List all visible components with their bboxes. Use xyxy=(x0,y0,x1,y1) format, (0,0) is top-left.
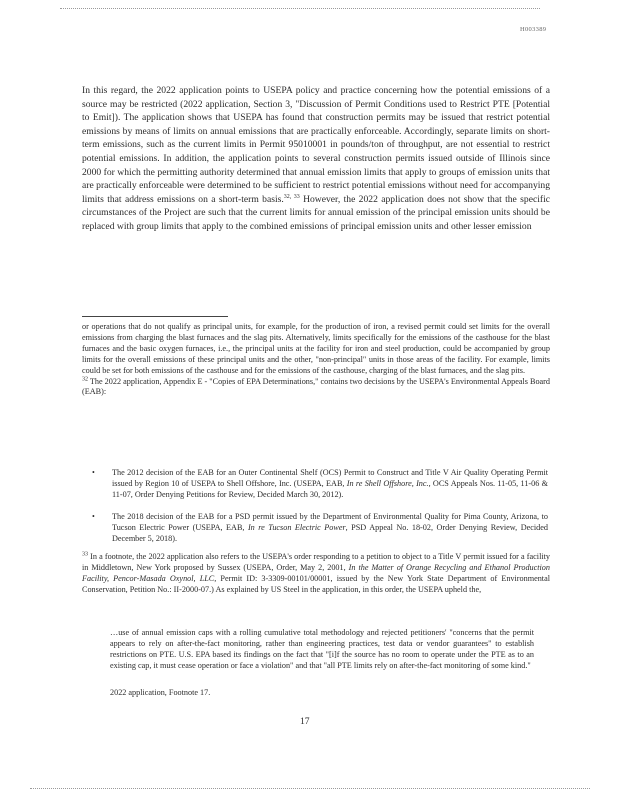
block-quote: …use of annual emission caps with a rolling cumulative total methodology and rejected petitioners' "concerns that the permit appears to rely on after-the-fact monitoring, rather than engineering practices, test data or vendor guarantees" to establish restrictions on PTE. U.S. EPA based its findings on the fact that "[i]f the source has no room to operate under the PTE as to an existing cap, it must cease operation or face a violation" and that "all PTE limits rely on after-the-fact monitoring of some kind." xyxy=(110,628,534,670)
bullet-2-text: The 2018 decision of the EAB for a PSD permit issued by the Department of Environmental Quality for Pima County, Arizona, to Tucson Electric Power (USEPA, EAB, xyxy=(112,512,548,532)
main-paragraph xyxy=(82,84,550,234)
bullet-2-text-end: , PSD Appeal No. 18-02, Order Denying Review, Decided December 5, 2018). xyxy=(112,522,548,543)
bullet-2-dot: • xyxy=(92,512,95,521)
footnote-33-text: In a footnote, the 2022 application also refers to the USEPA's order responding to a petition to object to a Title V permit issued for a facility in Middletown, New York proposed by Sussex (USEPA, Order, May 2, 2001, xyxy=(82,552,550,572)
footnote-continuation-text: or operations that do not qualify as principal units, for example, for the production of iron, a revised permit could set limits for the overall emissions from charging the blast furnaces and the slag pits. Alternatively, limits specifically for the emissions of the casthouse for the blast furnaces and the basic oxygen furnaces, i.e., the principal units at the facility for iron and steel production, could be accompanied by group limits for the overall emissions of these principal units and the other, "non-principal" units in those areas of the facility. For example, limits could be set for both emissions of the casthouse and for the emissions of the casthouse, charging of the blast furnaces, and the slag pits. xyxy=(82,322,550,375)
bullet-1-text: The 2012 decision of the EAB for an Outer Continental Shelf (OCS) Permit to Construct and Title V Air Quality Operating Permit issued by Region 10 of USEPA to Shell Offshore, Inc. (USEPA, EAB, xyxy=(112,468,548,488)
footnote-33-text-end: , Permit ID: 3-3309-00101/00001, issued by the New York State Department of Environmental Conservation, Petition No.: II-2000-07.) As explained by US Steel in the application, in this order, the USEPA upheld the, xyxy=(82,573,550,594)
footnote-32-bullet-2 xyxy=(92,512,548,545)
scan-edge-top xyxy=(60,8,540,9)
quote-citation: 2022 application, Footnote 17. xyxy=(110,688,211,697)
footnote-33-case-name: In the Matter of Orange Recycling and Ethanol Production Facility, Pencor-Masada Oxynol, LLC xyxy=(82,562,550,583)
footnote-33-number: 33 xyxy=(82,551,88,558)
bates-number: H003389 xyxy=(520,26,547,33)
footnote-33 xyxy=(82,552,550,596)
bullet-1-body xyxy=(92,468,548,501)
bullet-2-body xyxy=(92,512,548,545)
page-number: 17 xyxy=(300,716,310,727)
main-paragraph-tail: However, the 2022 application does not show that the specific circumstances of the Project are such that the current limits for annual emission of the principal emission units should be replaced with group limits that apply to the combined emissions of principal emission units and other lesser emission xyxy=(82,193,551,232)
footnote-32-text: The 2022 application, Appendix E - "Copies of EPA Determinations," contains two decisions by the USEPA's Environmental Appeals Board (EAB): xyxy=(82,376,550,397)
footnote-32-bullet-1 xyxy=(92,468,548,501)
bullet-1-case-name: In re Shell Offshore, Inc. xyxy=(346,478,429,488)
footnote-32-number: 32 xyxy=(82,375,88,382)
bullet-2-case-name: In re Tucson Electric Power xyxy=(247,522,346,532)
bullet-1-text-end: , OCS Appeals Nos. 11-05, 11-06 & 11-07, Order Denying Petitions for Review, Decided March 30, 2012). xyxy=(112,478,548,499)
bullet-1-dot: • xyxy=(92,468,95,477)
footnote-separator xyxy=(82,316,228,317)
footnote-refs: 32, 33 xyxy=(283,193,300,200)
scan-edge-bottom xyxy=(30,788,590,789)
footnote-continuation xyxy=(82,322,550,398)
main-paragraph-text: In this regard, the 2022 application points to USEPA policy and practice concerning how the potential emissions of a source may be restricted (2022 application, Section 3, "Discussion of Permit Conditions used to Restrict PTE [Potential to Emit]). The application shows that USEPA has found that construction permits may be issued that restrict potential emissions by means of limits on annual emissions that are practically enforceable. Accordingly, separate limits on short-term emissions, such as the current limits in Permit 95010001 in pounds/ton of throughput, are not essential to restrict potential emissions. In addition, the application points to several construction permits issued outside of Illinois since 2000 for which the permitting authority determined that annual emission limits that apply to groups of emission units that are practically enforceable were determined to be sufficient to restrict potential emissions without need for accompanying limits that address emissions on a short-term basis. xyxy=(82,85,550,205)
